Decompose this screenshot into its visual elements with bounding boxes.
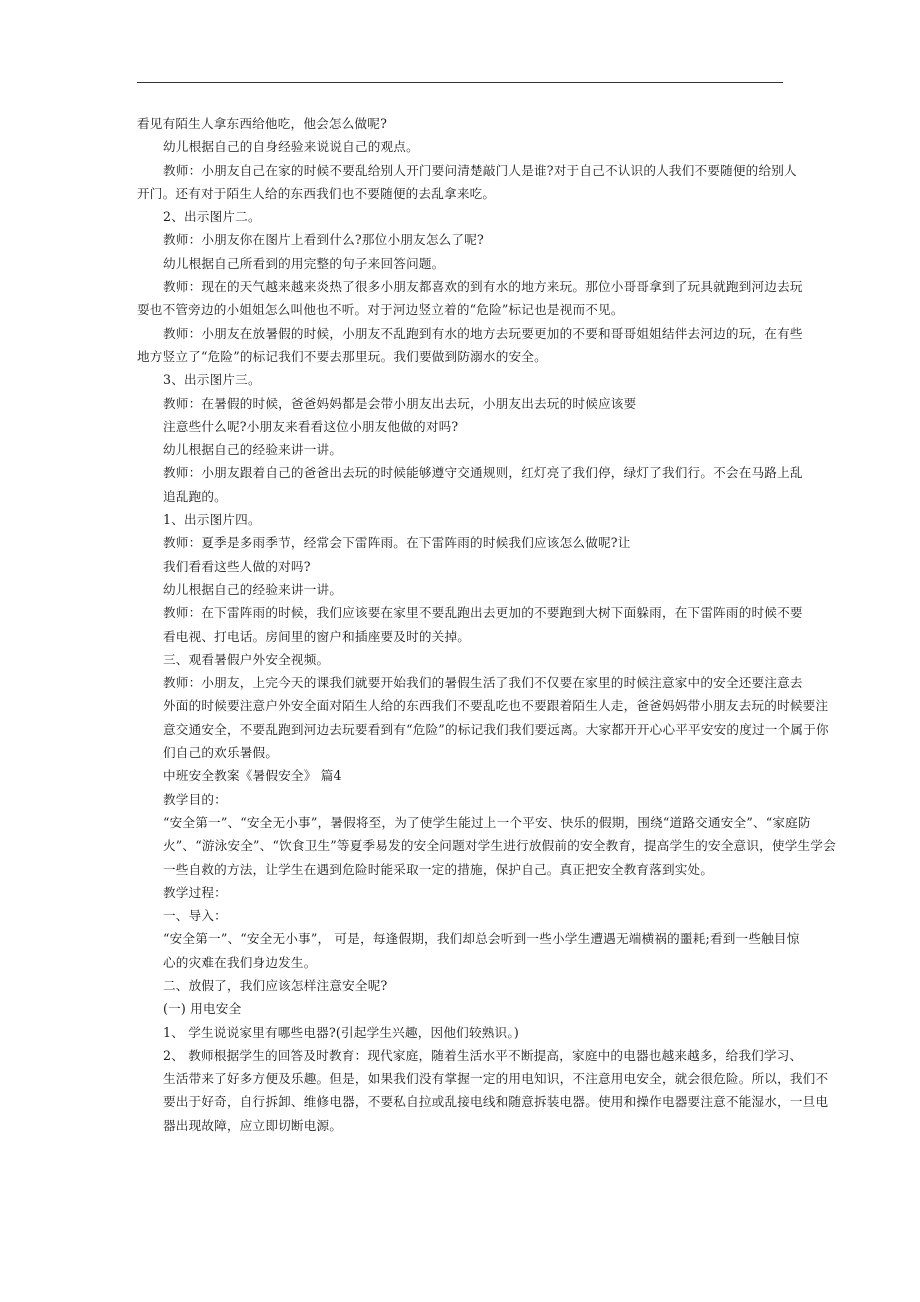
text-line: 幼儿根据自己的经验来讲一讲。	[163, 581, 343, 597]
text-line: 教师：小朋友跟着自己的爸爸出去玩的时候能够遵守交通规则，红灯亮了我们停，绿灯了我们行。不会在马路上乱	[163, 465, 803, 481]
text-line: 二、放假了，我们应该怎样注意安全呢?	[163, 977, 388, 993]
text-line: 火”、“游泳安全”、“饮食卫生”等夏季易发的安全问题对学生进行放假前的安全教育，提高学生的安全意识，使学生学会	[163, 838, 836, 854]
text-line: 教师：现在的天气越来越来炎热了很多小朋友都喜欢的到有水的地方来玩。那位小哥哥拿到了玩具就跑到河边去玩	[163, 279, 803, 295]
text-line: 注意些什么呢?小朋友来看看这位小朋友他做的对吗?	[163, 418, 459, 434]
text-line: 们自己的欢乐暑假。	[163, 745, 279, 761]
header-rule	[137, 82, 783, 83]
text-line: 教师：在下雷阵雨的时候，我们应该要在家里不要乱跑出去更加的不要跑到大树下面躲雨，在下雷阵雨的时候不要	[163, 605, 803, 621]
text-line: 3、出示图片三。	[163, 372, 261, 388]
text-line: 外面的时候要注意户外安全面对陌生人给的东西我们不要乱吃也不要跟着陌生人走，爸爸妈妈带小朋友去玩的时候要注	[163, 698, 829, 714]
text-line: 教学目的：	[163, 791, 227, 807]
text-line: 一、导入：	[163, 908, 227, 924]
text-line: 教师：夏季是多雨季节，经常会下雷阵雨。在下雷阵雨的时候我们应该怎么做呢?让	[163, 535, 631, 551]
text-line: 1、 学生说说家里有哪些电器?(引起学生兴趣，因他们较熟识。)	[163, 1024, 519, 1040]
text-line: 三、观看暑假户外安全视频。	[163, 651, 330, 667]
text-line: 教师：在暑假的时候，爸爸妈妈都是会带小朋友出去玩，小朋友出去玩的时候应该要	[163, 395, 637, 411]
text-line: 教师：小朋友你在图片上看到什么?那位小朋友怎么了呢?	[163, 232, 484, 248]
text-line: 幼儿根据自己的经验来讲一讲。	[163, 442, 343, 458]
text-line: 我们看看这些人做的对吗?	[163, 558, 311, 574]
text-line: 教师：小朋友，上完今天的课我们就要开始我们的暑假生活了我们不仅要在家里的时候注意家中的安全还要注意去	[163, 675, 803, 691]
text-line: 教师：小朋友在放暑假的时候，小朋友不乱跑到有水的地方去玩要更加的不要和哥哥姐姐结伴去河边的玩，在有些	[163, 325, 803, 341]
text-line: 要出于好奇，自行拆卸、维修电器，不要私自拉或乱接电线和随意拆装电器。使用和操作电器要注意不能湿水，一旦电	[163, 1094, 829, 1110]
text-line: 看见有陌生人拿东西给他吃，他会怎么做呢?	[137, 116, 388, 131]
text-line: 意交通安全，不要乱跑到河边去玩要看到有“危险”的标记我们我们要远离。大家都开开心心平平安安的度过一个属于你	[163, 721, 829, 737]
text-line: 2、出示图片二。	[163, 209, 261, 225]
text-line: 地方竖立了“危险”的标记我们不要去那里玩。我们要做到防溺水的安全。	[137, 348, 547, 364]
text-line: 追乱跑的。	[163, 488, 227, 504]
text-line: 耍也不管旁边的小姐姐怎么叫他也不听。对于河边竖立着的“危险”标记也是视而不见。	[137, 302, 624, 318]
text-line: 心的灾难在我们身边发生。	[163, 954, 317, 970]
text-line: 一些自救的方法，让学生在遇到危险时能采取一定的措施，保护自己。真正把安全教育落到实处。	[163, 861, 714, 877]
text-line: 器出现故障，应立即切断电源。	[163, 1117, 343, 1133]
text-line: 开门。还有对于陌生人给的东西我们也不要随便的去乱拿来吃。	[137, 185, 496, 201]
text-line: “安全第一”、“安全无小事”， 可是，每逢假期，我们却总会听到一些小学生遭遇无端横祸的噩耗;看到一些触目惊	[163, 931, 800, 947]
text-line: 中班安全教案《暑假安全》 篇4	[163, 768, 342, 784]
text-line: 1、出示图片四。	[163, 512, 261, 528]
text-line: 教师：小朋友自己在家的时候不要乱给别人开门要问清楚敲门人是谁?对于自己不认识的人我们不要随便的给别人	[163, 162, 797, 178]
text-line: “安全第一”、“安全无小事”，暑假将至，为了使学生能过上一个平安、快乐的假期，围绕“道路交通安全”、“家庭防	[163, 814, 811, 830]
text-line: 教学过程：	[163, 884, 227, 900]
text-line: 幼儿根据自己的自身经验来说说自己的观点。	[163, 139, 419, 155]
text-line: 2、 教师根据学生的回答及时教育：现代家庭，随着生活水平不断提高，家庭中的电器也越来越多，给我们学习、	[163, 1047, 803, 1063]
text-line: 幼儿根据自己所看到的用完整的句子来回答问题。	[163, 255, 445, 271]
text-line: (一) 用电安全	[163, 1001, 242, 1017]
text-line: 看电视、打电话。房间里的窗户和插座要及时的关掉。	[163, 628, 471, 644]
document-body	[137, 112, 836, 1137]
text-line: 生活带来了好多方便及乐趣。但是，如果我们没有掌握一定的用电知识，不注意用电安全，就会很危险。所以，我们不	[163, 1071, 829, 1087]
